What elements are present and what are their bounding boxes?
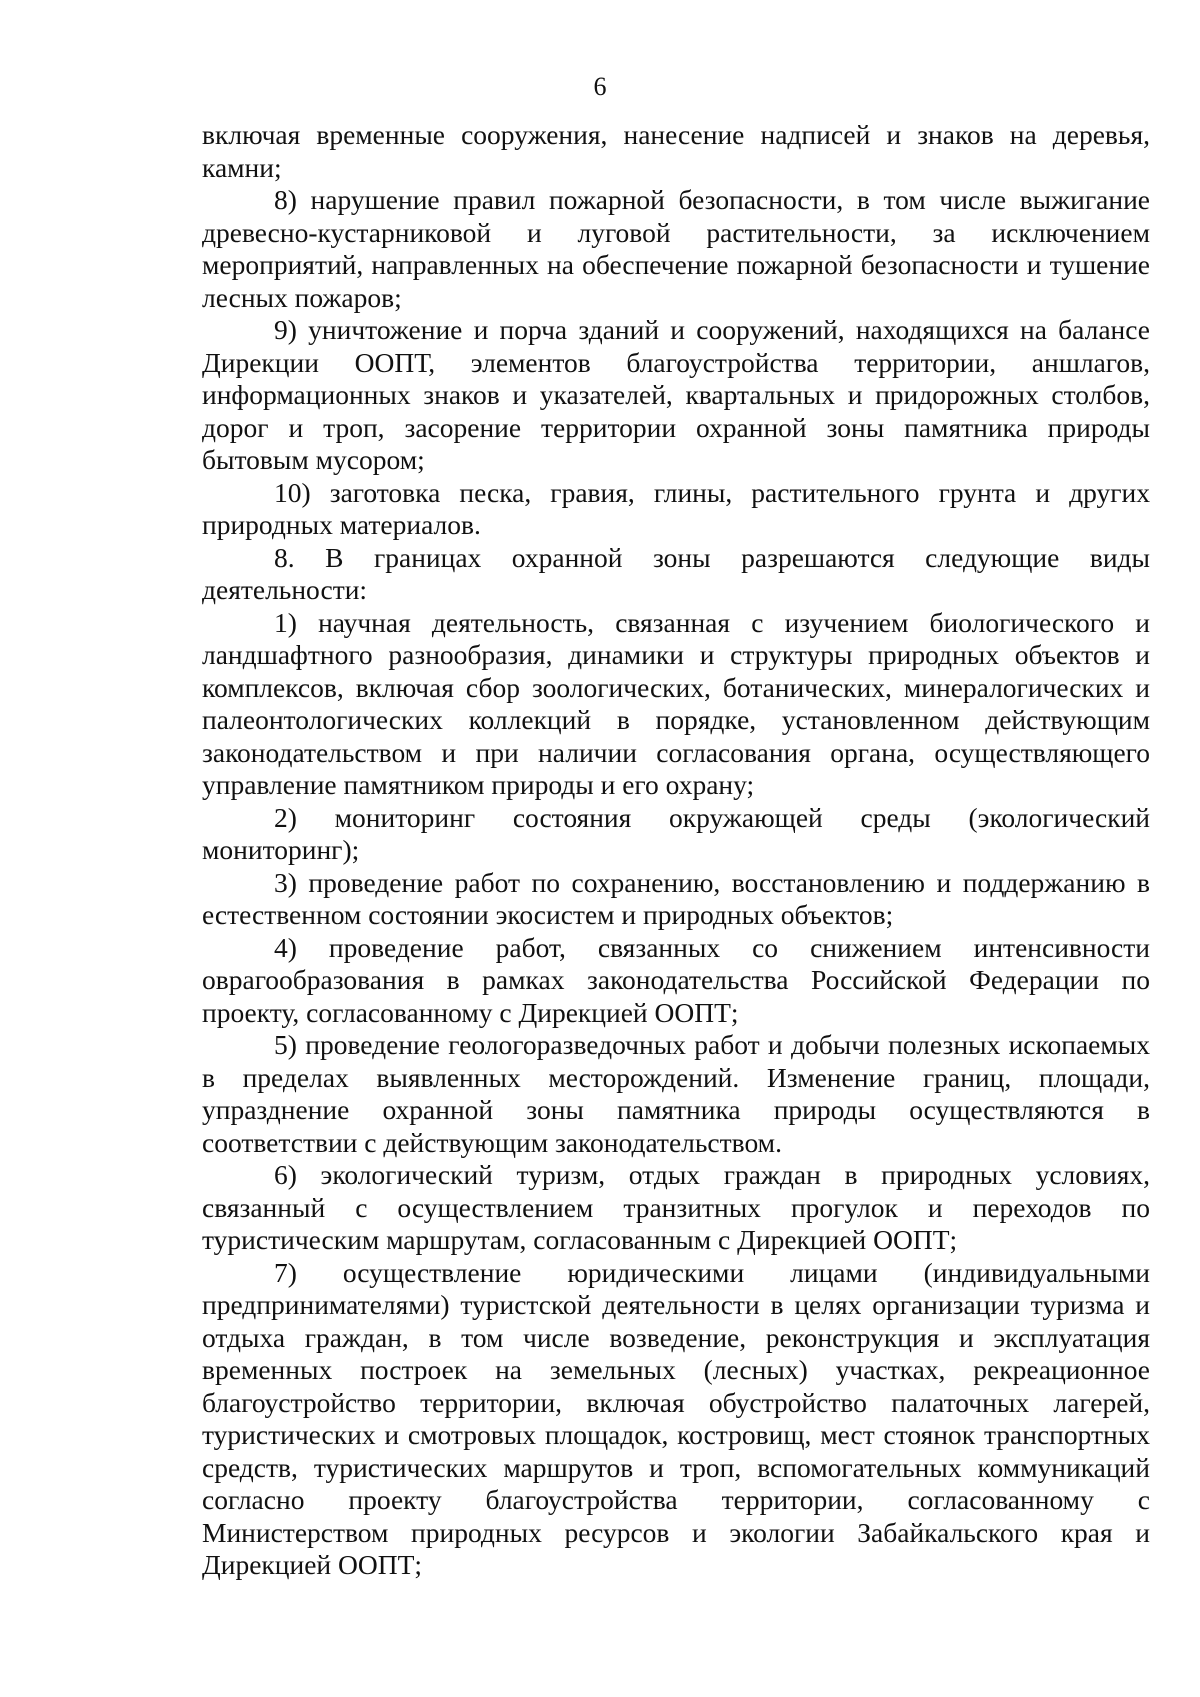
paragraph: 8. В границах охранной зоны разрешаются следующие виды деятельности: <box>202 541 1150 605</box>
paragraph: 9) уничтожение и порча зданий и сооружений, находящихся на балансе Дирекции ООПТ, элементов благоустройства территории, аншлагов, информационных знаков и указателей, квартальных и придорожных столбов, дорог и троп, засорение территории охранной зоны памятника природы бытовым мусором; <box>202 314 1150 475</box>
paragraph: 10) заготовка песка, гравия, глины, растительного грунта и других природных материалов. <box>202 476 1150 540</box>
paragraph: 4) проведение работ, связанных со снижением интенсивности оврагообразования в рамках законодательства Российской Федерации по проекту, согласованному с Дирекцией ООПТ; <box>202 931 1150 1028</box>
paragraph: 6) экологический туризм, отдых граждан в природных условиях, связанный с осуществлением транзитных прогулок и переходов по туристическим маршрутам, согласованным с Дирекцией ООПТ; <box>202 1159 1150 1255</box>
paragraph: 3) проведение работ по сохранению, восстановлению и поддержанию в естественном состоянии экосистем и природных объектов; <box>202 866 1150 930</box>
paragraph: 2) мониторинг состояния окружающей среды (экологический мониторинг); <box>202 801 1150 865</box>
page-number: 6 <box>593 72 607 101</box>
paragraph: 8) нарушение правил пожарной безопасности, в том числе выжигание древесно-кустарниковой и луговой растительности, за исключением мероприятий, направленных на обеспечение пожарной безопасности и тушение лесных пожаров; <box>202 184 1150 313</box>
paragraph: 1) научная деятельность, связанная с изучением биологического и ландшафтного разнообразия, динамики и структуры природных объектов и комплексов, включая сбор зоологических, ботанических, минералогических и палеонтологических коллекций в порядке, установленном действующим законодательством и при наличии согласования органа, осуществляющего управление памятником природы и его охрану; <box>202 606 1150 800</box>
document-body <box>202 119 1150 1582</box>
paragraph: 5) проведение геологоразведочных работ и добычи полезных ископаемых в пределах выявленных месторождений. Изменение границ, площади, упразднение охранной зоны памятника природы осуществляются в соответствии с действующим законодательством. <box>202 1029 1150 1158</box>
paragraph: 7) осуществление юридическими лицами (индивидуальными предпринимателями) туристской деятельности в целях организации туризма и отдыха граждан, в том числе возведение, реконструкция и эксплуатация временных построек на земельных (лесных) участках, рекреационное благоустройство территории, включая обустройство палаточных лагерей, туристических и смотровых площадок, костровищ, мест стоянок транспортных средств, туристических маршрутов и троп, вспомогательных коммуникаций согласно проекту благоустройства территории, согласованному с Министерством природных ресурсов и экологии Забайкальского края и Дирекцией ООПТ; <box>202 1256 1150 1580</box>
paragraph: включая временные сооружения, нанесение надписей и знаков на деревья, камни; <box>202 119 1150 183</box>
